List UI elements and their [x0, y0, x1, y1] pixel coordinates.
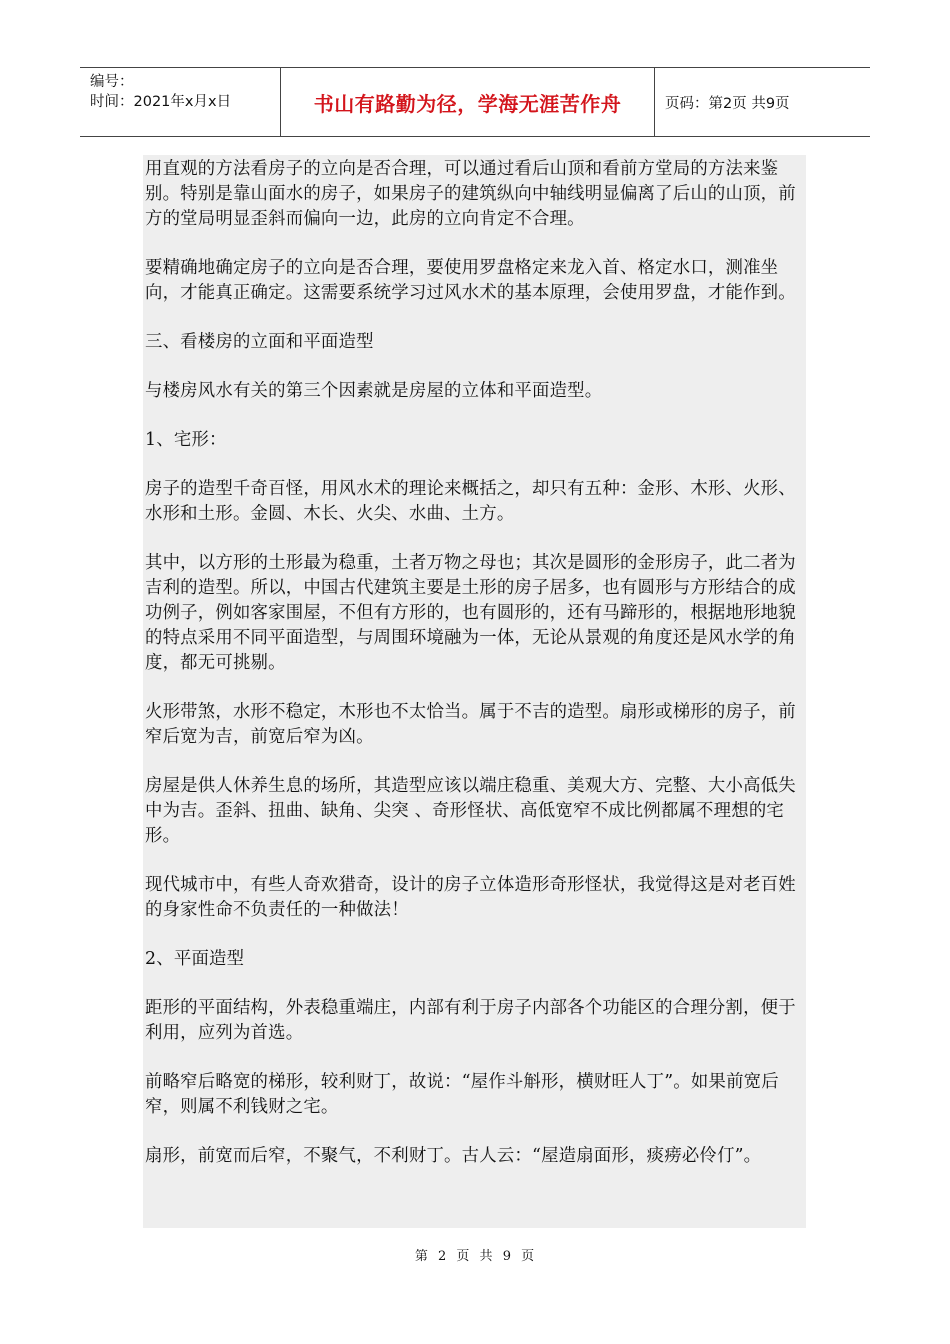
header-meta: [80, 68, 281, 136]
paragraph: 要精确地确定房子的立向是否合理，要使用罗盘格定来龙入首、格定水口，测准坐向，才能真正确定。这需要系统学习过风水术的基本原理，会使用罗盘，才能作到。: [145, 258, 796, 303]
document-number-label: 编号：: [90, 74, 134, 90]
subsection-heading: 2、平面造型: [145, 949, 245, 969]
paragraph: 房子的造型千奇百怪，用风水术的理论来概括之，却只有五种：金形、木形、火形、水形和土形。金圆、木长、火尖、水曲、土方。: [145, 479, 796, 524]
document-body: [143, 155, 806, 1228]
paragraph: 与楼房风水有关的第三个因素就是房屋的立体和平面造型。: [145, 381, 603, 401]
subsection-heading: 1、宅形：: [145, 430, 227, 450]
paragraph: 扇形，前宽而后窄，不聚气，不利财丁。古人云：“屋造扇面形，痰痨必伶仃”。: [145, 1146, 762, 1166]
paragraph: 距形的平面结构，外表稳重端庄，内部有利于房子内部各个功能区的合理分割，便于利用，应列为首选。: [145, 998, 796, 1043]
header-motto: 书山有路勤为径，学海无涯苦作舟: [281, 68, 655, 136]
paragraph: 其中，以方形的土形最为稳重，土者万物之母也；其次是圆形的金形房子，此二者为吉利的造型。所以，中国古代建筑主要是土形的房子居多，也有圆形与方形结合的成功例子，例如客家围屋，不但有方形的，也有圆形的，还有马蹄形的，根据地形地貌的特点采用不同平面造型，与周围环境融为一体，无论从景观的角度还是风水学的角度，都无可挑剔。: [145, 553, 796, 673]
page-header: [80, 67, 870, 137]
paragraph: 房屋是供人休养生息的场所，其造型应该以端庄稳重、美观大方、完整、大小高低失中为吉。歪斜、扭曲、缺角、尖突 、奇形怪状、高低宽窄不成比例都属不理想的宅形。: [145, 776, 796, 846]
paragraph: 用直观的方法看房子的立向是否合理，可以通过看后山顶和看前方堂局的方法来鉴别。特别是靠山面水的房子，如果房子的建筑纵向中轴线明显偏离了后山的山顶，前方的堂局明显歪斜而偏向一边，此房的立向肯定不合理。: [145, 159, 796, 229]
page-footer: 第 2 页 共 9 页: [414, 1249, 536, 1264]
header-page-info: 页码：第2页 共9页: [665, 95, 790, 112]
paragraph: 前略窄后略宽的梯形，较利财丁，故说：“屋作斗斛形，横财旺人丁”。如果前宽后窄，则属不利钱财之宅。: [145, 1072, 779, 1117]
document-date: 时间：2021年x月x日: [90, 94, 232, 110]
paragraph: 火形带煞，水形不稳定，木形也不太恰当。属于不吉的造型。扇形或梯形的房子，前窄后宽为吉，前宽后窄为凶。: [145, 702, 796, 747]
section-heading: 三、看楼房的立面和平面造型: [145, 332, 374, 352]
paragraph: 现代城市中，有些人奇欢猎奇，设计的房子立体造形奇形怪状，我觉得这是对老百姓的身家性命不负责任的一种做法！: [145, 875, 796, 920]
